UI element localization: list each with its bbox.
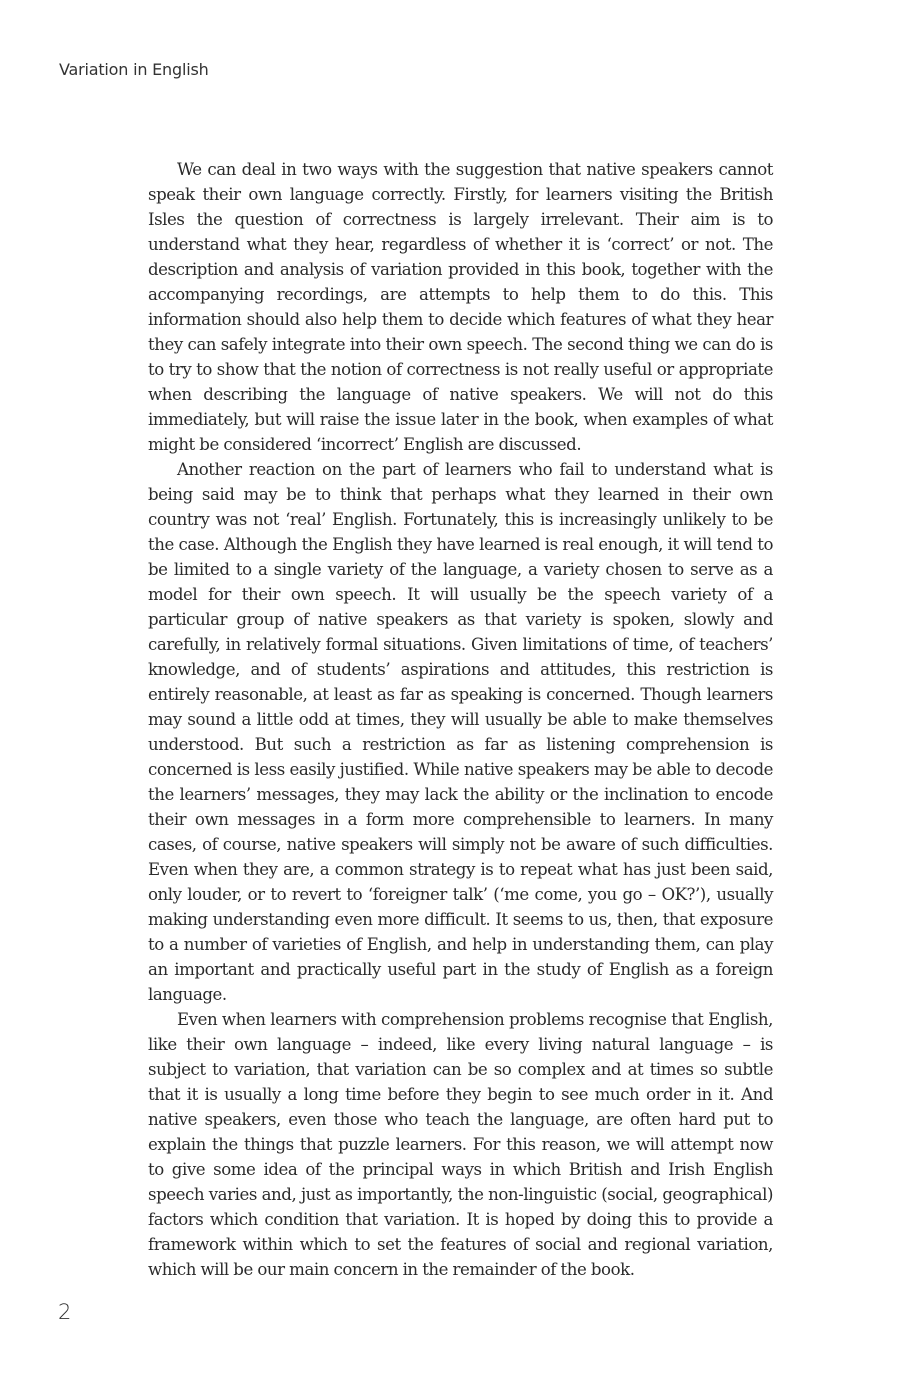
paragraph: Even when learners with comprehension problems recognise that English, like their own language – indeed, like every living natural language – is subject to variation, that variation can be so complex and at times so subtle that it is usually a long time before they begin to see much order in it. And native speakers, even those who teach the language, are often hard put to explain the things that puzzle learners. For this reason, we will attempt now to give some idea of the principal ways in which British and Irish English speech varies and, just as importantly, the non-linguistic (social, geographical) factors which condition that variation. It is hoped by doing this to provide a framework within which to set the features of social and regional variation, which will be our main concern in the remainder of the book. (148, 1010, 773, 1279)
paragraph: We can deal in two ways with the suggestion that native speakers cannot speak their own language correctly. Firstly, for learners visiting the British Isles the question of correctness is largely irrelevant. Their aim is to understand what they hear, regardless of whether it is ‘correct’ or not. The description and analysis of variation provided in this book, together with the accompanying recordings, are attempts to help them to do this. This information should also help them to decide which features of what they hear they can safely integrate into their own speech. The second thing we can do is to try to show that the notion of correctness is not really useful or appropriate when describing the language of native speakers. We will not do this immediately, but will raise the issue later in the book, when examples of what might be considered ‘incorrect’ English are discussed. (148, 160, 773, 454)
page-number: 2 (58, 1300, 72, 1324)
paragraph: Another reaction on the part of learners who fail to understand what is being said may be to think that perhaps what they learned in their own country was not ‘real’ English. Fortunately, this is increasingly unlikely to be the case. Although the English they have learned is real enough, it will tend to be limited to a single variety of the language, a variety chosen to serve as a model for their own speech. It will usually be the speech variety of a particular group of native speakers as that variety is spoken, slowly and carefully, in relatively formal situations. Given limitations of time, of teachers’ knowledge, and of students’ aspirations and attitudes, this restriction is entirely reasonable, at least as far as speaking is concerned. Though learners may sound a little odd at times, they will usually be able to make themselves understood. But such a restriction as far as listening comprehension is concerned is less easily justified. While native speakers may be able to decode the learners’ messages, they may lack the ability or the inclination to encode their own messages in a form more comprehensible to learners. In many cases, of course, native speakers will simply not be aware of such difficulties. Even when they are, a common strategy is to repeat what has just been said, only louder, or to revert to ‘foreigner talk’ (‘me come, you go – OK?’), usually making understanding even more difficult. It seems to us, then, that exposure to a number of varieties of English, and help in understanding them, can play an important and practically useful part in the study of English as a foreign language. (148, 460, 773, 1004)
running-head: Variation in English (59, 60, 209, 79)
body-text (148, 157, 773, 1282)
